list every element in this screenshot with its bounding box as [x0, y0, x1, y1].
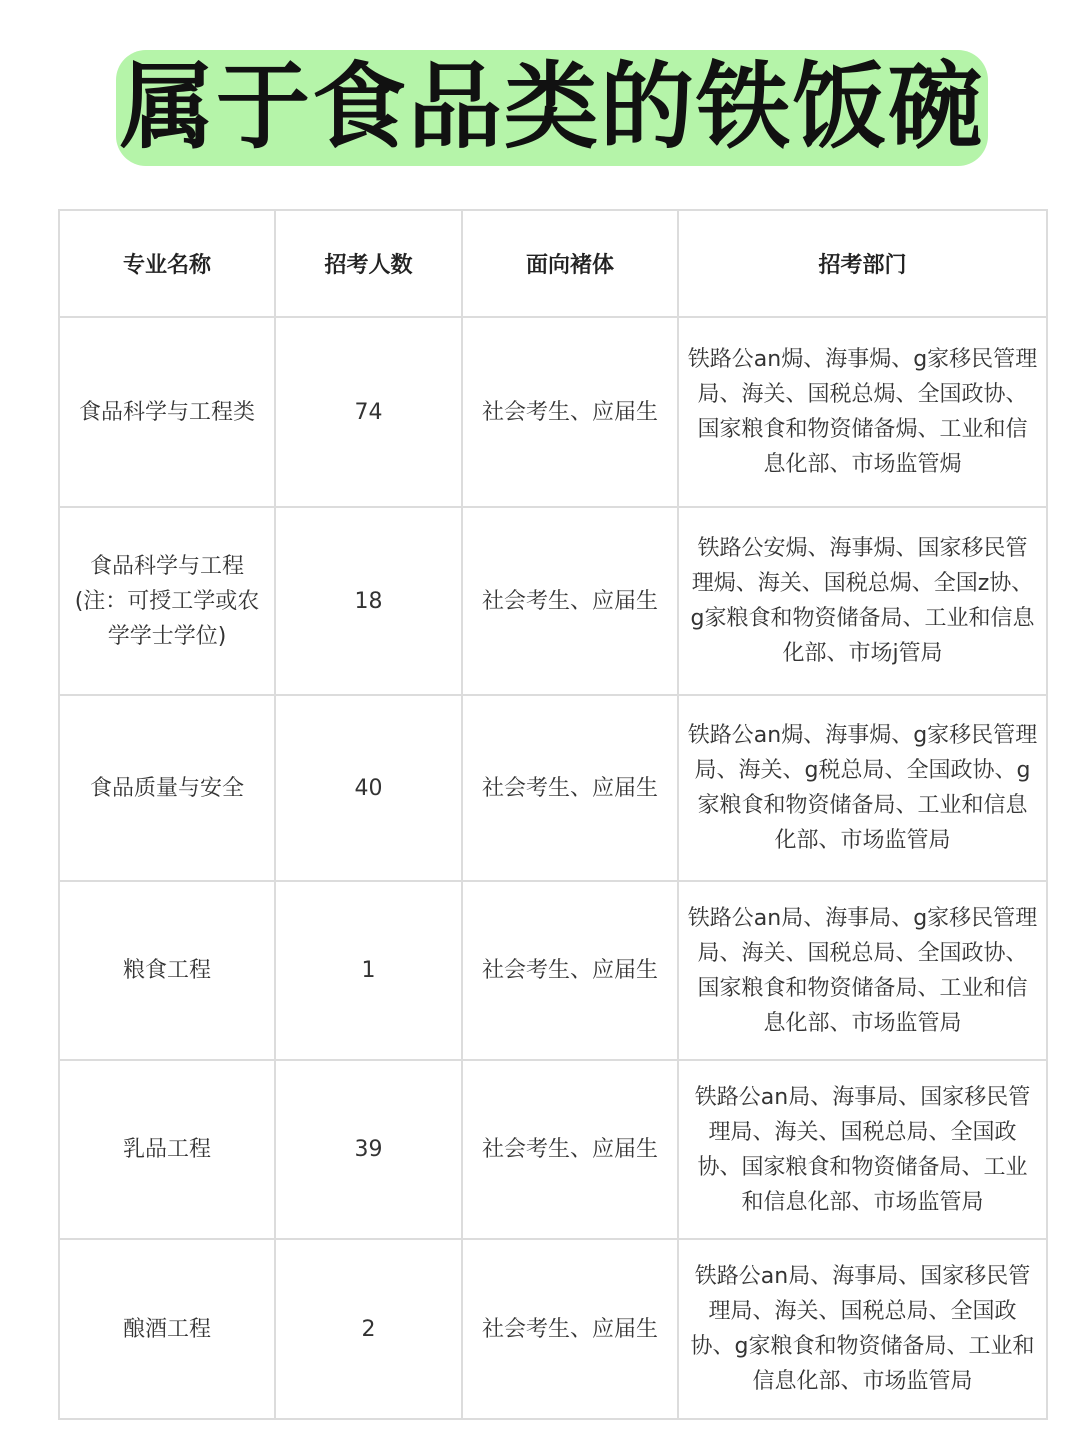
count-cell: 1: [275, 881, 462, 1060]
dept-cell: 铁路公an局、海事局、国家移民管理局、海关、国税总局、全国政协、国家粮食和物资储备局、工业和信息化部、市场监管局: [678, 1060, 1047, 1239]
count-cell: 40: [275, 695, 462, 881]
major-line: 学学士学位): [107, 623, 227, 649]
target-cell: 社会考生、应届生: [462, 1060, 678, 1239]
count-cell: 2: [275, 1239, 462, 1419]
header-dept: 招考部门: [678, 210, 1047, 317]
major-cell: 食品质量与安全: [59, 695, 275, 881]
table-row: [59, 507, 1047, 695]
table-row: [59, 1239, 1047, 1419]
table-row: [59, 317, 1047, 507]
target-cell: 社会考生、应届生: [462, 695, 678, 881]
header-major: 专业名称: [59, 210, 275, 317]
major-line: 食品科学与工程: [89, 553, 244, 579]
dept-cell: 铁路公安焗、海事焗、国家移民管理焗、海关、国税总焗、全国z协、g家粮食和物资储备局、工业和信息化部、市场j管局: [678, 507, 1047, 695]
target-cell: 社会考生、应届生: [462, 507, 678, 695]
table-row: [59, 695, 1047, 881]
count-cell: 74: [275, 317, 462, 507]
recruitment-table: [58, 209, 1048, 1420]
major-cell: 酿酒工程: [59, 1239, 275, 1419]
major-cell: 粮食工程: [59, 881, 275, 1060]
header-target: 面向褚体: [462, 210, 678, 317]
major-cell: 乳品工程: [59, 1060, 275, 1239]
table-row: [59, 881, 1047, 1060]
page-title: 属于食品类的铁饭碗: [119, 53, 984, 162]
target-cell: 社会考生、应届生: [462, 1239, 678, 1419]
target-cell: 社会考生、应届生: [462, 317, 678, 507]
count-cell: 18: [275, 507, 462, 695]
major-cell: 食品科学与工程类: [59, 317, 275, 507]
table-row: [59, 1060, 1047, 1239]
title-banner: [116, 50, 988, 166]
dept-cell: 铁路公an局、海事局、g家移民管理局、海关、国税总局、全国政协、国家粮食和物资储备局、工业和信息化部、市场监管局: [678, 881, 1047, 1060]
major-line: (注：可授工学或农: [74, 588, 260, 614]
table-header-row: [59, 210, 1047, 317]
major-cell: [59, 507, 275, 695]
dept-cell: 铁路公an焗、海事焗、g家移民管理局、海关、g税总局、全国政协、g家粮食和物资储备局、工业和信息化部、市场监管局: [678, 695, 1047, 881]
target-cell: 社会考生、应届生: [462, 881, 678, 1060]
dept-cell: 铁路公an局、海事局、国家移民管理局、海关、国税总局、全国政协、g家粮食和物资储备局、工业和信息化部、市场监管局: [678, 1239, 1047, 1419]
dept-cell: 铁路公an焗、海事焗、g家移民管理局、海关、国税总焗、全国政协、国家粮食和物资储备焗、工业和信息化部、市场监管焗: [678, 317, 1047, 507]
count-cell: 39: [275, 1060, 462, 1239]
header-count: 招考人数: [275, 210, 462, 317]
